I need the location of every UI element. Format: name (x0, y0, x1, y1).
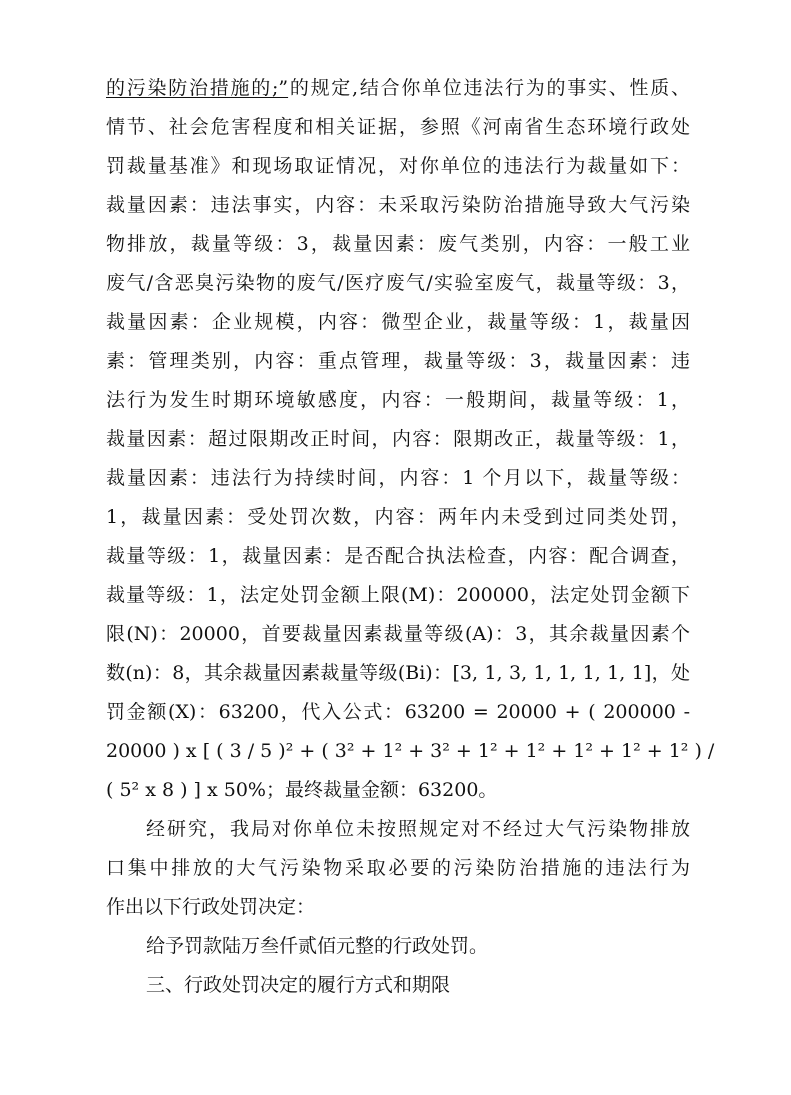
text-line: ( 5² x 8 ) ] x 50%；最终裁量金额：63200。 (106, 779, 498, 801)
text-line: 素：管理类别，内容：重点管理，裁量等级：3，裁量因素：违 (106, 350, 690, 372)
text-line: 1，裁量因素：受处罚次数，内容：两年内未受到过同类处罚， (106, 506, 690, 528)
text-line: 裁量等级：1，法定处罚金额上限(M)：200000，法定处罚金额下 (106, 584, 690, 606)
text-line: 数(n)：8，其余裁量因素裁量等级(Bi)：[3, 1, 3, 1, 1, 1, 1, 1]，处 (106, 662, 690, 684)
text-line: 作出以下行政处罚决定： (106, 896, 316, 918)
text-line: 罚金额(X)：63200，代入公式：63200 = 20000 + ( 200000 - (106, 701, 690, 723)
text-line: 情节、社会危害程度和相关证据，参照《河南省生态环境行政处 (106, 116, 690, 138)
paragraph-first-line: 经研究，我局对你单位未按照规定对不经过大气污染物排放 (146, 818, 690, 840)
text-line: 裁量因素：超过限期改正时间，内容：限期改正，裁量等级：1， (106, 428, 690, 450)
text-line: 20000 ) x [ ( 3 / 5 )² + ( 3² + 1² + 3² + 1² + 1² + 1² + 1² + 1² ) / (106, 740, 715, 762)
paragraph-first-line: 给予罚款陆万叁仟贰佰元整的行政处罚。 (146, 935, 489, 957)
text-line: 裁量等级：1，裁量因素：是否配合执法检查，内容：配合调查， (106, 545, 690, 567)
underlined-text: 的污染防治措施的;” (106, 77, 289, 99)
text-line: 罚裁量基准》和现场取证情况，对你单位的违法行为裁量如下： (106, 155, 690, 177)
text-line: 裁量因素：违法事实，内容：未采取污染防治措施导致大气污染 (106, 194, 690, 216)
text-line (106, 72, 690, 104)
text-line: 口集中排放的大气污染物采取必要的污染防治措施的违法行为 (106, 857, 690, 879)
text-line: 法行为发生时期环境敏感度，内容：一般期间，裁量等级：1， (106, 389, 690, 411)
text-line: 限(N)：20000，首要裁量因素裁量等级(A)：3，其余裁量因素个 (106, 623, 690, 645)
line-text: 的规定,结合你单位违法行为的事实、性质、 (288, 77, 690, 99)
text-line: 裁量因素：违法行为持续时间，内容：1 个月以下，裁量等级： (106, 467, 690, 489)
section-heading: 三、行政处罚决定的履行方式和期限 (146, 974, 451, 996)
text-line: 废气/含恶臭污染物的废气/医疗废气/实验室废气，裁量等级：3， (106, 272, 690, 294)
text-line: 物排放，裁量等级：3，裁量因素：废气类别，内容：一般工业 (106, 233, 690, 255)
text-line: 裁量因素：企业规模，内容：微型企业，裁量等级：1，裁量因 (106, 311, 690, 333)
